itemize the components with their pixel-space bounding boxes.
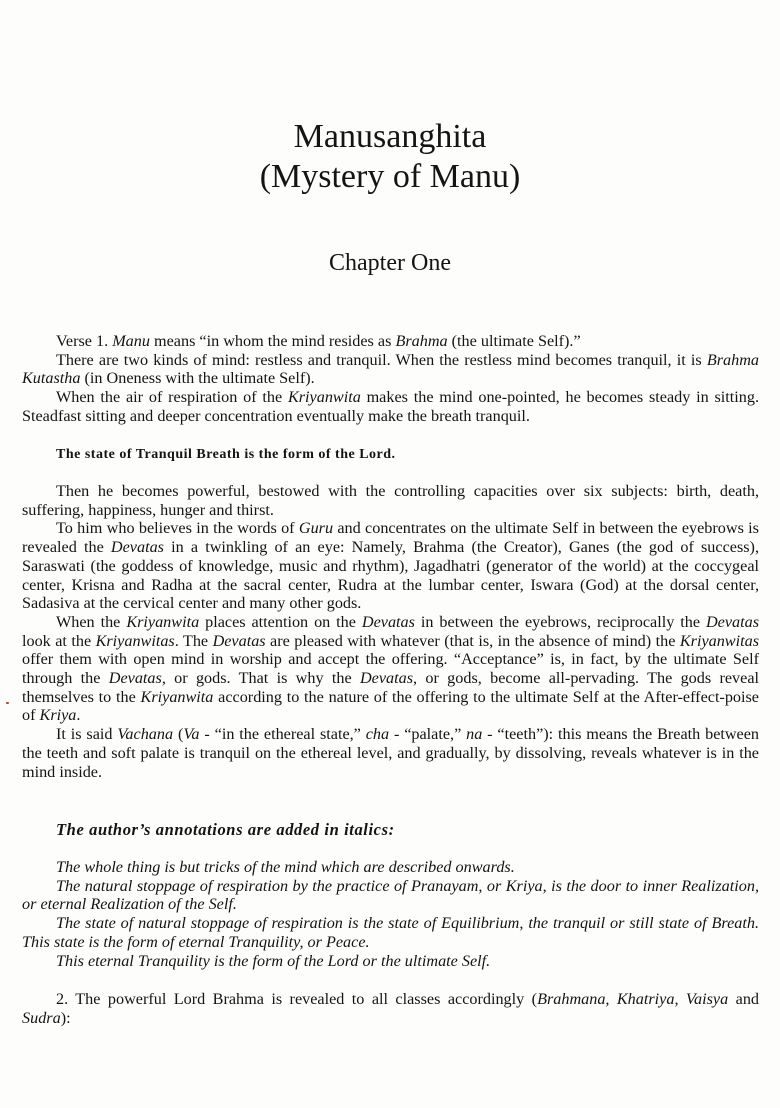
italic-term: Kriyanwita (287, 388, 361, 407)
italic-term: Kriyanwita (126, 612, 200, 631)
verse-2-paragraph (22, 990, 759, 1027)
italic-term: Va (183, 725, 200, 744)
annotation-1: The whole thing is but tricks of the mind which are described onwards. (56, 858, 515, 876)
text-run: (the ultimate Self).” (447, 332, 581, 350)
text-run: , or gods. That is why the (161, 669, 360, 688)
italic-term: Kriyanwitas (95, 631, 175, 650)
mind-kinds-paragraph (22, 351, 759, 388)
text-run: - “palate,” (389, 725, 467, 744)
text-run: according to the nature of the offering to the ultimate Self at the After-effect-poise of (22, 687, 759, 725)
text-run: There are two kinds of mind: restless and tranquil. When the restless mind becomes tranquil, it is (56, 350, 707, 369)
italic-term: Devatas (108, 669, 162, 688)
text-run: look at the (22, 631, 96, 650)
ink-speck (6, 702, 9, 704)
italic-term: Devatas (212, 631, 266, 650)
text-run: and (728, 990, 760, 1008)
italic-term: Devatas (359, 669, 414, 688)
italic-term: Sudra (22, 1008, 61, 1027)
text-run: , or gods, become all-pervading. The gods reveal themselves to the (22, 669, 760, 706)
text-run: To him who believes in the words of (56, 519, 299, 538)
powers-paragraph: Then he becomes powerful, bestowed with the controlling capacities over six subjects: birth, death, suffering, happiness, hunger and thirst. (22, 482, 759, 519)
verse-2-block (22, 990, 759, 1027)
chapter-heading: Chapter One (329, 250, 451, 276)
attention-paragraph (22, 613, 759, 725)
text-run: 2. The powerful Lord Brahma is revealed to all classes accordingly ( (56, 990, 538, 1008)
verse-1-paragraph (22, 332, 759, 351)
guru-paragraph (22, 519, 759, 613)
italic-term: cha (365, 725, 390, 744)
text-run: - “teeth”): this means the Breath between the teeth and soft palate is tranquil on the ethereal level, and gradually, by dissolving, reveals whatever is in the mind inside. (22, 725, 760, 781)
italic-term: Vachana (117, 725, 174, 744)
text-run: are pleased with whatever (that is, in the absence of mind) the (265, 631, 680, 650)
italic-term: Brahmana, Khatriya, Vaisya (537, 990, 729, 1008)
vachana-paragraph (22, 725, 759, 781)
respiration-paragraph (22, 388, 759, 425)
section-heading: The state of Tranquil Breath is the form of the Lord. (56, 447, 396, 462)
italic-term: Brahma Kutastha (22, 350, 759, 388)
text-run: means “in whom the mind resides as (149, 332, 396, 350)
italic-term: Devatas (705, 612, 759, 631)
italic-term: Kriyanwitas (679, 631, 759, 650)
text-run: in a twinkling of an eye: Namely, Brahma (the Creator), Ganes (the god of success), Saraswati (the goddess of knowledge, music and rhythm), Jagadhatri (generator of the world) at the coccygeal center, Krisna and Radha at the sacral center, Rudra at the lumbar center, Iswara (God) at the dorsal center, Sadasiva at the cervical center and many other gods. (22, 538, 759, 613)
italic-term: Devatas (361, 612, 415, 631)
text-run: and concentrates on the ultimate Self in between the eyebrows is revealed the (22, 519, 759, 557)
annotations-block (22, 858, 759, 970)
page-subtitle: (Mystery of Manu) (259, 158, 521, 195)
devatas-block (22, 482, 759, 781)
text-run: It is said (56, 725, 118, 744)
text-run: ): (60, 1008, 71, 1027)
italic-term: Devatas (110, 538, 164, 557)
annotation-3: The state of natural stoppage of respiration is the state of Equilibrium, the tranquil or still state of Breath. This state is the form of eternal Tranquility, or Peace. (22, 914, 759, 951)
text-run: . The (174, 631, 213, 650)
annotation-4: This eternal Tranquility is the form of the Lord or the ultimate Self. (56, 951, 491, 970)
text-run: offer them with open mind in worship and accept the offering. “Acceptance” is, in fact, by the ultimate Self through the (22, 650, 759, 688)
italic-term: Brahma (395, 332, 448, 350)
text-run: in between the eyebrows, reciprocally the (414, 612, 706, 631)
verse-1-block (22, 332, 759, 426)
text-run: When the (56, 612, 127, 631)
italic-term: Kriyanwita (140, 687, 214, 706)
italic-term: Manu (112, 332, 150, 350)
page-title: Manusanghita (293, 118, 487, 155)
text-run: makes the mind one-pointed, he becomes steady in sitting. Steadfast sitting and deeper concentration eventually make the breath tranquil. (22, 388, 760, 425)
annotations-heading: The author’s annotations are added in italics: (56, 820, 395, 839)
text-run: (in Oneness with the ultimate Self). (80, 369, 315, 388)
text-run: . (76, 706, 81, 725)
annotation-2: The natural stoppage of respiration by the practice of Pranayam, or Kriya, is the door to inner Realization, or eternal Realization of the Self. (22, 876, 759, 914)
text-run: When the air of respiration of the (56, 388, 288, 407)
text-run: Verse 1. (56, 332, 113, 350)
italic-term: Guru (298, 519, 334, 538)
italic-term: na (466, 725, 483, 744)
text-run: ( (173, 725, 184, 744)
text-run: places attention on the (199, 612, 362, 631)
italic-term: Kriya (39, 706, 77, 725)
text-run: - “in the ethereal state,” (199, 725, 366, 744)
